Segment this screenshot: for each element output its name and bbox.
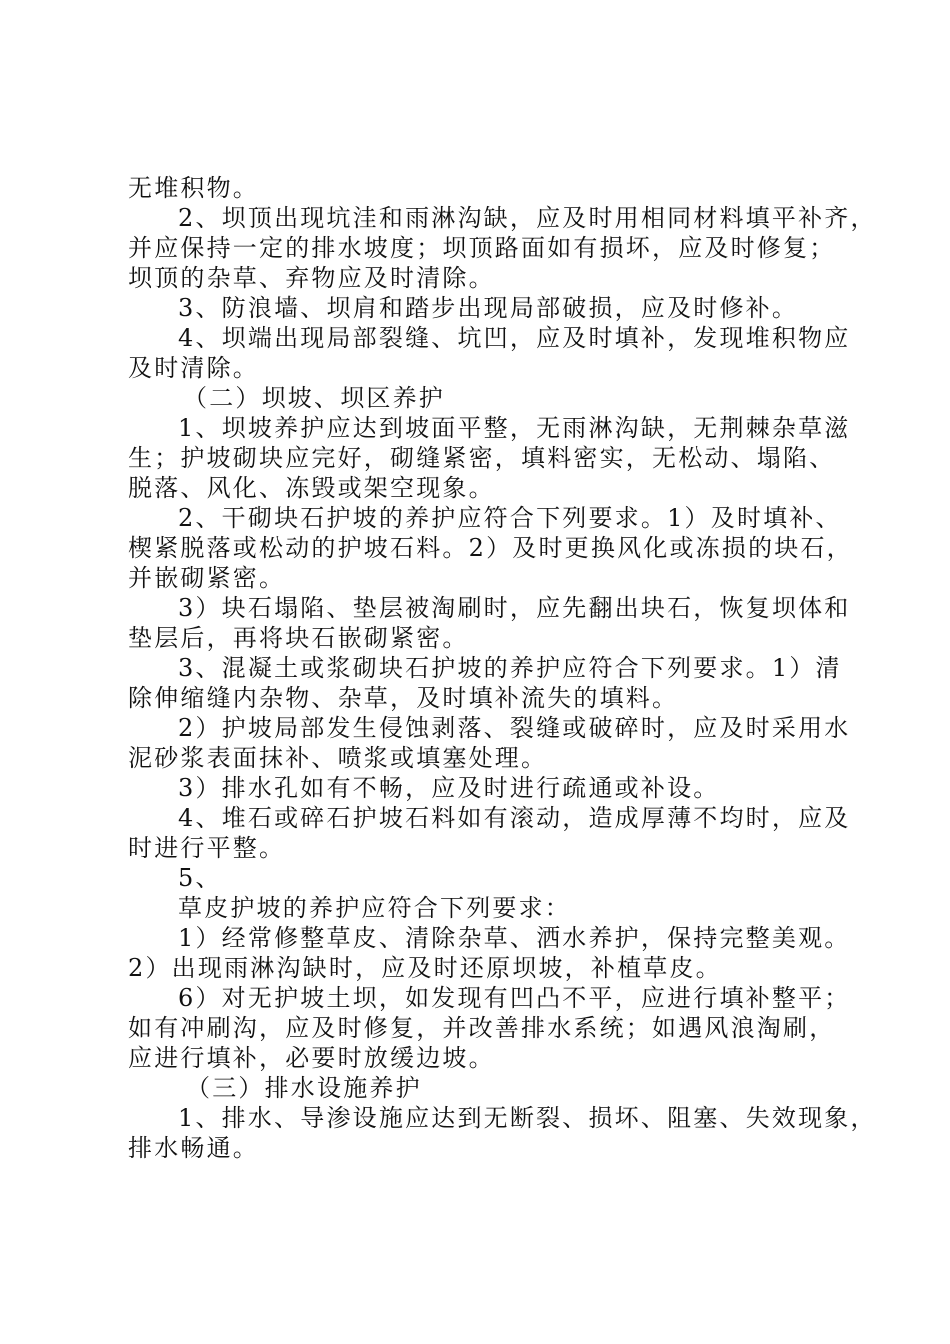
paragraph-line: 无堆积物。 (128, 174, 259, 202)
paragraph-line: 草皮护坡的养护应符合下列要求： (178, 894, 571, 922)
paragraph-line: 3）排水孔如有不畅，应及时进行疏通或补设。 (178, 774, 720, 802)
paragraph-line: 生；护坡砌块应完好，砌缝紧密，填料密实，无松动、塌陷、 (128, 444, 836, 472)
paragraph-line: 1）经常修整草皮、清除杂草、洒水养护，保持完整美观。 (178, 924, 851, 952)
paragraph-line: 2、干砌块石护坡的养护应符合下列要求。1）及时填补、 (178, 504, 842, 532)
paragraph-line: 坝顶的杂草、弃物应及时清除。 (128, 264, 495, 292)
paragraph-line: 5、 (178, 864, 222, 892)
paragraph-line: 应进行填补，必要时放缓边坡。 (128, 1044, 495, 1072)
paragraph-line: 4、堆石或碎石护坡石料如有滚动，造成厚薄不均时，应及 (178, 804, 851, 832)
paragraph-line: 3、防浪墙、坝肩和踏步出现局部破损，应及时修补。 (178, 294, 799, 322)
paragraph-line: 3）块石塌陷、垫层被淘刷时，应先翻出块石，恢复坝体和 (178, 594, 851, 622)
section-heading: （二）坝坡、坝区养护 (183, 384, 445, 412)
paragraph-line: 2）护坡局部发生侵蚀剥落、裂缝或破碎时，应及时采用水 (178, 714, 851, 742)
paragraph-line: 除伸缩缝内杂物、杂草，及时填补流失的填料。 (128, 684, 679, 712)
paragraph-line: 垫层后，再将块石嵌砌紧密。 (128, 624, 469, 652)
section-heading: （三）排水设施养护 (186, 1074, 422, 1102)
paragraph-line: 2、坝顶出现坑洼和雨淋沟缺，应及时用相同材料填平补齐， (178, 204, 877, 232)
paragraph-line: 1、排水、导渗设施应达到无断裂、损坏、阻塞、失效现象， (178, 1104, 877, 1132)
paragraph-line: 2）出现雨淋沟缺时，应及时还原坝坡，补植草皮。 (128, 954, 722, 982)
paragraph-line: 1、坝坡养护应达到坡面平整，无雨淋沟缺，无荆棘杂草滋 (178, 414, 851, 442)
paragraph-line: 时进行平整。 (128, 834, 286, 862)
paragraph-line: 4、坝端出现局部裂缝、坑凹，应及时填补，发现堆积物应 (178, 324, 851, 352)
paragraph-line: 6）对无护坡土坝，如发现有凹凸不平，应进行填补整平； (178, 984, 851, 1012)
paragraph-line: 及时清除。 (128, 354, 259, 382)
paragraph-line: 泥砂浆表面抹补、喷浆或填塞处理。 (128, 744, 548, 772)
paragraph-line: 楔紧脱落或松动的护坡石料。2）及时更换风化或冻损的块石， (128, 534, 853, 562)
paragraph-line: 并应保持一定的排水坡度；坝顶路面如有损坏，应及时修复； (128, 234, 836, 262)
paragraph-line: 如有冲刷沟，应及时修复，并改善排水系统；如遇风浪淘刷， (128, 1014, 836, 1042)
paragraph-line: 脱落、风化、冻毁或架空现象。 (128, 474, 495, 502)
paragraph-line: 3、混凝土或浆砌块石护坡的养护应符合下列要求。1）清 (178, 654, 842, 682)
paragraph-line: 并嵌砌紧密。 (128, 564, 286, 592)
paragraph-line: 排水畅通。 (128, 1134, 259, 1162)
